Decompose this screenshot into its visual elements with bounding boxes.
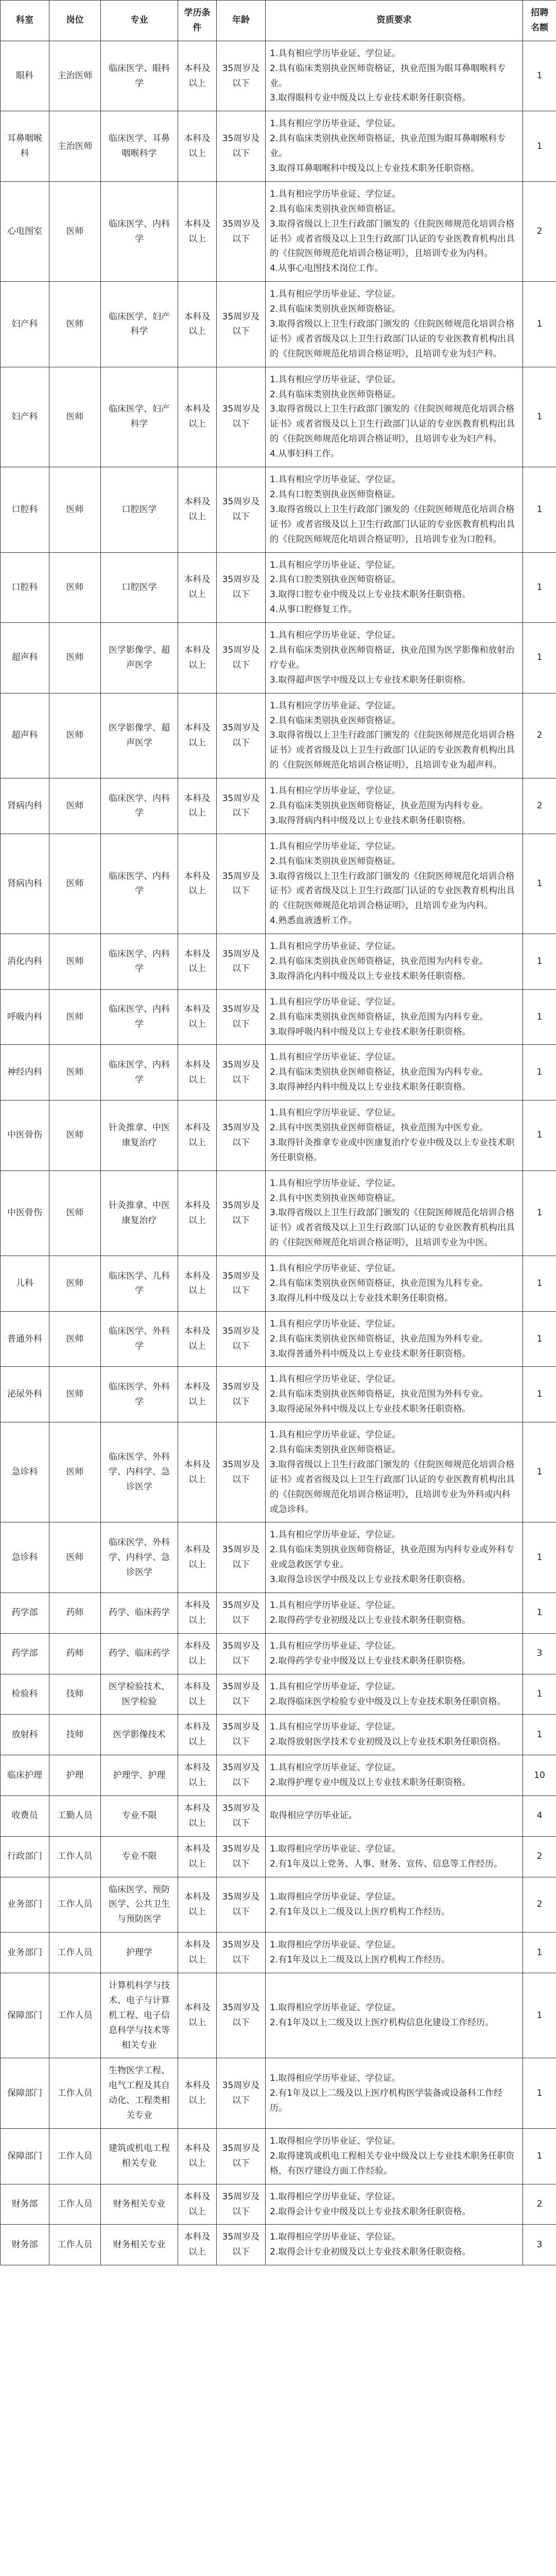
cell-major: 临床医学、内科学 xyxy=(101,778,178,834)
cell-num: 1 xyxy=(523,1171,556,1256)
cell-dept: 妇产科 xyxy=(1,367,49,467)
cell-dept: 收费员 xyxy=(1,1795,49,1836)
cell-post: 医师 xyxy=(49,989,101,1045)
cell-age: 35周岁及以下 xyxy=(217,1755,266,1796)
cell-req: 1.具有相应学历毕业证、学位证。 2.具有临床类别执业医师资格证。 3.取得省级以上卫生行政部门颁发的《住院医师规范化培训合格证书》或者省级及以上卫生行政部门认证的专业医教育机构出具的《住院医师规范化培训合格证明》，且培训专业为内科。 4.熟悉血液透析工作。 xyxy=(266,834,523,934)
cell-dept: 儿科 xyxy=(1,1256,49,1312)
cell-post: 医师 xyxy=(49,1522,101,1593)
cell-major: 口腔医学 xyxy=(101,552,178,623)
cell-req: 1.具有相应学历毕业证、学位证。 2.具有临床类别执业医师资格证，执业范围为内科专业。 3.取得消化内科中级及以上专业技术职务任职资格。 xyxy=(266,934,523,990)
cell-post: 医师 xyxy=(49,1311,101,1367)
cell-req: 1.具有相应学历毕业证、学位证。 2.具有临床类别执业医师资格证，执业范围为医学影像和放射治疗专业。 3.取得超声医学中级及以上专业技术职务任职资格。 xyxy=(266,623,523,693)
cell-age: 35周岁及以下 xyxy=(217,1171,266,1256)
table-row xyxy=(1,367,556,467)
table-row xyxy=(1,111,556,182)
cell-major: 临床医学、内科学 xyxy=(101,989,178,1045)
cell-edu: 本科及以上 xyxy=(178,623,217,693)
table-row xyxy=(1,1367,556,1422)
cell-num: 3 xyxy=(523,2225,556,2265)
cell-edu: 本科及以上 xyxy=(178,693,217,778)
table-row xyxy=(1,2184,556,2225)
cell-num: 1 xyxy=(523,1422,556,1522)
cell-num: 1 xyxy=(523,111,556,182)
cell-num: 1 xyxy=(523,1973,556,2058)
table-row xyxy=(1,1633,556,1674)
cell-num: 1 xyxy=(523,1256,556,1312)
cell-age: 35周岁及以下 xyxy=(217,1311,266,1367)
cell-age: 35周岁及以下 xyxy=(217,1422,266,1522)
table-row xyxy=(1,693,556,778)
cell-num: 2 xyxy=(523,693,556,778)
cell-post: 护理 xyxy=(49,1755,101,1796)
cell-req: 1.取得相应学历毕业证、学位证。 2.取得建筑或机电工程相关专业中级及以上专业技术职务任职资格，有医疗建设方面工作经验。 xyxy=(266,2128,523,2184)
cell-age: 35周岁及以下 xyxy=(217,111,266,182)
cell-dept: 口腔科 xyxy=(1,467,49,552)
cell-req: 1.取得相应学历毕业证、学位证。 2.有1年及以上党务、人事、财务、宣传、信息等工作经历。 xyxy=(266,1836,523,1877)
cell-num: 1 xyxy=(523,467,556,552)
cell-edu: 本科及以上 xyxy=(178,552,217,623)
cell-age: 35周岁及以下 xyxy=(217,778,266,834)
cell-age: 35周岁及以下 xyxy=(217,1715,266,1755)
cell-dept: 超声科 xyxy=(1,693,49,778)
cell-major: 临床医学、妇产科学 xyxy=(101,367,178,467)
cell-dept: 业务部门 xyxy=(1,1877,49,1933)
header-post: 岗位 xyxy=(49,1,101,41)
cell-num: 1 xyxy=(523,552,556,623)
table-row xyxy=(1,1422,556,1522)
table-row xyxy=(1,1045,556,1100)
cell-num: 1 xyxy=(523,1045,556,1100)
cell-edu: 本科及以上 xyxy=(178,1973,217,2058)
cell-req: 1.具有相应学历毕业证、学位证。 2.具有临床类别执业医师资格证，执业范围为内科专业。 3.取得肾病内科中级及以上专业技术职务任职资格。 xyxy=(266,778,523,834)
cell-age: 35周岁及以下 xyxy=(217,367,266,467)
cell-major: 临床医学、内科学 xyxy=(101,934,178,990)
cell-num: 3 xyxy=(523,1633,556,1674)
cell-major: 护理学 xyxy=(101,1933,178,1973)
cell-post: 医师 xyxy=(49,693,101,778)
cell-major: 专业不限 xyxy=(101,1795,178,1836)
cell-major: 临床医学、眼科学 xyxy=(101,41,178,111)
cell-edu: 本科及以上 xyxy=(178,367,217,467)
cell-major: 临床医学、耳鼻咽喉科学 xyxy=(101,111,178,182)
cell-req: 1.具有相应学历毕业证、学位证。 2.取得药学专业中级及以上专业技术职务任职资格。 xyxy=(266,1633,523,1674)
cell-num: 2 xyxy=(523,1836,556,1877)
cell-num: 2 xyxy=(523,1877,556,1933)
cell-dept: 临床护理 xyxy=(1,1755,49,1796)
cell-age: 35周岁及以下 xyxy=(217,2225,266,2265)
cell-post: 医师 xyxy=(49,834,101,934)
cell-age: 35周岁及以下 xyxy=(217,1522,266,1593)
cell-edu: 本科及以上 xyxy=(178,1045,217,1100)
cell-req: 1.具有相应学历毕业证、学位证。 2.具有中医类别执业医师资格证。 3.取得省级以上卫生行政部门颁发的《住院医师规范化培训合格证书》或者省级及以上卫生行政部门认证的专业医教育机构出具的《住院医师规范化培训合格证明》，且培训专业为中医。 xyxy=(266,1171,523,1256)
cell-age: 35周岁及以下 xyxy=(217,2128,266,2184)
cell-edu: 本科及以上 xyxy=(178,1715,217,1755)
cell-post: 医师 xyxy=(49,1171,101,1256)
cell-dept: 财务部 xyxy=(1,2184,49,2225)
cell-post: 主治医师 xyxy=(49,41,101,111)
cell-edu: 本科及以上 xyxy=(178,1256,217,1312)
cell-age: 35周岁及以下 xyxy=(217,1367,266,1422)
cell-edu: 本科及以上 xyxy=(178,1311,217,1367)
cell-major: 医学检验技术、医学检验 xyxy=(101,1674,178,1715)
cell-major: 临床医学、外科学 xyxy=(101,1311,178,1367)
table-row xyxy=(1,1795,556,1836)
cell-age: 35周岁及以下 xyxy=(217,693,266,778)
cell-req: 1.具有相应学历毕业证、学位证。 2.具有临床类别执业医师资格证。 3.取得省级以上卫生行政部门颁发的《住院医师规范化培训合格证书》或者省级及以上卫生行政部门认证的专业医教育机构出具的《住院医师规范化培训合格证明》，且培训专业为妇产科。 4.从事妇科工作。 xyxy=(266,367,523,467)
cell-req: 1.具有相应学历毕业证、学位证。 2.具有临床类别执业医师资格证，执业范围为内科专业或外科专业或急救医学专业。 3.取得急诊医学中级及以上专业技术职务任职资格。 xyxy=(266,1522,523,1593)
cell-edu: 本科及以上 xyxy=(178,467,217,552)
cell-major: 护理学、护理 xyxy=(101,1755,178,1796)
cell-req: 1.具有相应学历毕业证、学位证。 2.取得放射医学技术专业初级及以上专业技术职务任职资格。 xyxy=(266,1715,523,1755)
cell-req: 1.具有相应学历毕业证、学位证。 2.具有临床类别执业医师资格证，执业范围为眼耳鼻咽喉科专业。 3.取得眼科专业中级及以上专业技术职务任职资格。 xyxy=(266,41,523,111)
cell-post: 工作人员 xyxy=(49,1933,101,1973)
cell-req: 1.取得相应学历毕业证、学位证。 2.有1年及以上二级及以上医疗机构工作经历。 xyxy=(266,1933,523,1973)
cell-age: 35周岁及以下 xyxy=(217,552,266,623)
cell-post: 医师 xyxy=(49,1100,101,1171)
cell-edu: 本科及以上 xyxy=(178,2184,217,2225)
cell-major: 医学影像学、超声医学 xyxy=(101,693,178,778)
header-major: 专业 xyxy=(101,1,178,41)
cell-dept: 检验科 xyxy=(1,1674,49,1715)
cell-dept: 保障部门 xyxy=(1,1973,49,2058)
cell-req: 1.具有相应学历毕业证、学位证。 2.具有临床类别执业医师资格证。 3.取得省级以上卫生行政部门颁发的《住院医师规范化培训合格证书》或者省级及以上卫生行政部门认证的专业医教育机构出具的《住院医师规范化培训合格证明》，且培训专业为内科。 4.从事心电图技术岗位工作。 xyxy=(266,181,523,281)
cell-edu: 本科及以上 xyxy=(178,2058,217,2129)
cell-major: 临床医学、内科学 xyxy=(101,834,178,934)
cell-edu: 本科及以上 xyxy=(178,1933,217,1973)
cell-dept: 普通外科 xyxy=(1,1311,49,1367)
cell-post: 工作人员 xyxy=(49,1877,101,1933)
cell-major: 专业不限 xyxy=(101,1836,178,1877)
cell-post: 药师 xyxy=(49,1633,101,1674)
cell-edu: 本科及以上 xyxy=(178,778,217,834)
table-row xyxy=(1,834,556,934)
table-row xyxy=(1,552,556,623)
table-row xyxy=(1,989,556,1045)
cell-num: 1 xyxy=(523,1593,556,1634)
cell-num: 1 xyxy=(523,989,556,1045)
cell-num: 1 xyxy=(523,1367,556,1422)
cell-major: 财务相关专业 xyxy=(101,2184,178,2225)
cell-num: 4 xyxy=(523,1795,556,1836)
cell-dept: 财务部 xyxy=(1,2225,49,2265)
cell-edu: 本科及以上 xyxy=(178,2128,217,2184)
cell-major: 临床医学、外科学、内科学、急诊医学 xyxy=(101,1522,178,1593)
cell-age: 35周岁及以下 xyxy=(217,467,266,552)
cell-dept: 药学部 xyxy=(1,1633,49,1674)
cell-dept: 放射科 xyxy=(1,1715,49,1755)
cell-dept: 消化内科 xyxy=(1,934,49,990)
cell-age: 35周岁及以下 xyxy=(217,1795,266,1836)
cell-major: 临床医学、内科学 xyxy=(101,1045,178,1100)
cell-num: 1 xyxy=(523,2058,556,2129)
cell-age: 35周岁及以下 xyxy=(217,1674,266,1715)
cell-age: 35周岁及以下 xyxy=(217,2184,266,2225)
cell-major: 建筑或机电工程相关专业 xyxy=(101,2128,178,2184)
cell-dept: 业务部门 xyxy=(1,1933,49,1973)
cell-req: 1.具有相应学历毕业证、学位证。 2.具有临床类别执业医师资格证，执业范围为儿科专业。 3.取得儿科中级及以上专业技术职务任职资格。 xyxy=(266,1256,523,1312)
table-row xyxy=(1,2225,556,2265)
cell-req: 1.具有相应学历毕业证、学位证。 2.取得护理专业中级及以上专业技术职务任职资格。 xyxy=(266,1755,523,1796)
cell-major: 临床医学、外科学、内科学、急诊医学 xyxy=(101,1422,178,1522)
cell-post: 医师 xyxy=(49,367,101,467)
cell-num: 2 xyxy=(523,778,556,834)
cell-req: 1.具有相应学历毕业证、学位证。 2.取得临床医学检验专业中级及以上专业技术职务任职资格。 xyxy=(266,1674,523,1715)
table-row xyxy=(1,1100,556,1171)
cell-age: 35周岁及以下 xyxy=(217,1593,266,1634)
cell-dept: 心电图室 xyxy=(1,181,49,281)
cell-num: 1 xyxy=(523,1522,556,1593)
cell-post: 医师 xyxy=(49,934,101,990)
cell-dept: 泌尿外科 xyxy=(1,1367,49,1422)
cell-num: 1 xyxy=(523,2128,556,2184)
cell-major: 药学、临床药学 xyxy=(101,1633,178,1674)
table-row xyxy=(1,1311,556,1367)
cell-major: 临床医学、内科学 xyxy=(101,181,178,281)
cell-dept: 口腔科 xyxy=(1,552,49,623)
cell-major: 口腔医学 xyxy=(101,467,178,552)
table-row xyxy=(1,623,556,693)
cell-num: 1 xyxy=(523,1674,556,1715)
cell-dept: 药学部 xyxy=(1,1593,49,1634)
cell-edu: 本科及以上 xyxy=(178,1593,217,1634)
cell-edu: 本科及以上 xyxy=(178,834,217,934)
table-row xyxy=(1,934,556,990)
cell-req: 1.取得相应学历毕业证、学位证。 2.取得会计专业初级及以上专业技术职务任职资格。 xyxy=(266,2225,523,2265)
cell-req: 1.取得相应学历毕业证、学位证。 2.有1年及以上二级及以上医疗机构医学装备或设备科工作经历。 xyxy=(266,2058,523,2129)
cell-dept: 呼吸内科 xyxy=(1,989,49,1045)
cell-age: 35周岁及以下 xyxy=(217,1045,266,1100)
table-row xyxy=(1,1836,556,1877)
cell-major: 临床医学、妇产科学 xyxy=(101,282,178,367)
table-row xyxy=(1,181,556,281)
table-row xyxy=(1,1674,556,1715)
header-age: 年龄 xyxy=(217,1,266,41)
cell-edu: 本科及以上 xyxy=(178,934,217,990)
cell-edu: 本科及以上 xyxy=(178,282,217,367)
cell-num: 2 xyxy=(523,181,556,281)
table-row xyxy=(1,41,556,111)
cell-age: 35周岁及以下 xyxy=(217,1973,266,2058)
table-row xyxy=(1,1593,556,1634)
cell-num: 1 xyxy=(523,834,556,934)
cell-req: 1.取得相应学历毕业证、学位证。 2.有1年及以上二级及以上医疗机构工作经历。 xyxy=(266,1877,523,1933)
cell-age: 35周岁及以下 xyxy=(217,1933,266,1973)
table-row xyxy=(1,1973,556,2058)
cell-dept: 急诊科 xyxy=(1,1522,49,1593)
cell-edu: 本科及以上 xyxy=(178,1674,217,1715)
cell-dept: 中医骨伤 xyxy=(1,1100,49,1171)
cell-post: 医师 xyxy=(49,1422,101,1522)
cell-post: 工作人员 xyxy=(49,1836,101,1877)
cell-edu: 本科及以上 xyxy=(178,989,217,1045)
table-row xyxy=(1,2128,556,2184)
cell-major: 临床医学、外科学 xyxy=(101,1367,178,1422)
cell-post: 工作人员 xyxy=(49,2225,101,2265)
cell-major: 医学影像学、超声医学 xyxy=(101,623,178,693)
cell-major: 财务相关专业 xyxy=(101,2225,178,2265)
cell-num: 1 xyxy=(523,1311,556,1367)
cell-edu: 本科及以上 xyxy=(178,1755,217,1796)
header-edu: 学历条件 xyxy=(178,1,217,41)
cell-edu: 本科及以上 xyxy=(178,2225,217,2265)
cell-post: 医师 xyxy=(49,1045,101,1100)
cell-req: 1.取得相应学历毕业证、学位证。 2.取得会计专业中级及以上专业技术职务任职资格。 xyxy=(266,2184,523,2225)
cell-num: 10 xyxy=(523,1755,556,1796)
cell-edu: 本科及以上 xyxy=(178,1367,217,1422)
cell-num: 1 xyxy=(523,282,556,367)
cell-req: 1.具有相应学历毕业证、学位证。 2.具有临床类别执业医师资格证，执业范围为外科专业。 3.取得普通外科中级及以上专业技术职务任职资格。 xyxy=(266,1311,523,1367)
cell-num: 1 xyxy=(523,1100,556,1171)
table-row xyxy=(1,778,556,834)
cell-req: 1.具有相应学历毕业证、学位证。 2.具有中医类别执业医师资格证，执业范围为中医专业。 3.取得针灸推拿专业或中医康复治疗专业中级及以上专业技术职务任职资格。 xyxy=(266,1100,523,1171)
cell-req: 1.具有相应学历毕业证、学位证。 2.具有临床类别执业医师资格证，执业范围为内科专业。 3.取得呼吸内科中级及以上专业技术职务任职资格。 xyxy=(266,989,523,1045)
cell-age: 35周岁及以下 xyxy=(217,834,266,934)
cell-post: 药师 xyxy=(49,1593,101,1634)
cell-age: 35周岁及以下 xyxy=(217,934,266,990)
cell-req: 1.具有相应学历毕业证、学位证。 2.具有临床类别执业医师资格证，执业范围为眼耳鼻咽喉科专业。 3.取得耳鼻咽喉科中级及以上专业技术职务任职资格。 xyxy=(266,111,523,182)
cell-post: 工作人员 xyxy=(49,2128,101,2184)
cell-age: 35周岁及以下 xyxy=(217,1100,266,1171)
cell-dept: 超声科 xyxy=(1,623,49,693)
cell-major: 临床医学、预防医学、公共卫生与预防医学 xyxy=(101,1877,178,1933)
cell-req: 1.具有相应学历毕业证、学位证。 2.具有临床类别执业医师资格证。 3.取得省级以上卫生行政部门颁发的《住院医师规范化培训合格证书》或者省级及以上卫生行政部门认证的专业医教育机构出具的《住院医师规范化培训合格证明》，且培训专业为妇产科。 xyxy=(266,282,523,367)
table-row xyxy=(1,1171,556,1256)
cell-num: 1 xyxy=(523,41,556,111)
cell-age: 35周岁及以下 xyxy=(217,1877,266,1933)
cell-major: 计算机科学与技术、电子与计算机工程、电子信息科学与技术等相关专业 xyxy=(101,1973,178,2058)
cell-major: 生物医学工程、电气工程及其自动化、工程类相关专业 xyxy=(101,2058,178,2129)
cell-req: 1.具有相应学历毕业证、学位证。 2.具有口腔类别执业医师资格证。 3.取得口腔专业中级及以上专业技术职务任职资格。 4.从事口腔修复工作。 xyxy=(266,552,523,623)
cell-post: 工勤人员 xyxy=(49,1795,101,1836)
cell-req: 1.具有相应学历毕业证、学位证。 2.具有口腔类别执业医师资格证。 3.取得省级以上卫生行政部门颁发的《住院医师规范化培训合格证书》或者省级及以上卫生行政部门认证的专业医教育机构出具的《住院医师规范化培训合格证明》，且培训专业为口腔科。 xyxy=(266,467,523,552)
cell-post: 工作人员 xyxy=(49,2058,101,2129)
table-row xyxy=(1,1933,556,1973)
cell-post: 主治医师 xyxy=(49,111,101,182)
cell-edu: 本科及以上 xyxy=(178,181,217,281)
cell-req: 1.具有相应学历毕业证、学位证。 2.取得药学专业初级及以上专业技术职务任职资格。 xyxy=(266,1593,523,1634)
cell-req: 1.具有相应学历毕业证、学位证。 2.具有临床类别执业医师资格证，执业范围为外科专业。 3.取得泌尿外科中级及以上专业技术职务任职资格。 xyxy=(266,1367,523,1422)
cell-post: 医师 xyxy=(49,1256,101,1312)
header-dept: 科室 xyxy=(1,1,49,41)
cell-age: 35周岁及以下 xyxy=(217,181,266,281)
cell-num: 1 xyxy=(523,934,556,990)
table-row xyxy=(1,1755,556,1796)
cell-dept: 肾病内科 xyxy=(1,778,49,834)
table-row xyxy=(1,1877,556,1933)
cell-post: 工作人员 xyxy=(49,2184,101,2225)
cell-age: 35周岁及以下 xyxy=(217,282,266,367)
cell-age: 35周岁及以下 xyxy=(217,2058,266,2129)
cell-dept: 保障部门 xyxy=(1,2058,49,2129)
cell-num: 1 xyxy=(523,623,556,693)
cell-dept: 神经内科 xyxy=(1,1045,49,1100)
cell-edu: 本科及以上 xyxy=(178,41,217,111)
cell-major: 针灸推拿、中医康复治疗 xyxy=(101,1171,178,1256)
cell-edu: 本科及以上 xyxy=(178,1422,217,1522)
cell-major: 医学影像技术 xyxy=(101,1715,178,1755)
cell-dept: 肾病内科 xyxy=(1,834,49,934)
cell-req: 1.取得相应学历毕业证、学位证。 2.有1年及以上二级及以上医疗机构信息化建设工作经历。 xyxy=(266,1973,523,2058)
cell-post: 技师 xyxy=(49,1715,101,1755)
cell-post: 医师 xyxy=(49,1367,101,1422)
table-header-row xyxy=(1,1,556,41)
cell-age: 35周岁及以下 xyxy=(217,1633,266,1674)
cell-major: 针灸推拿、中医康复治疗 xyxy=(101,1100,178,1171)
table-row xyxy=(1,1522,556,1593)
cell-req: 1.具有相应学历毕业证、学位证。 2.具有临床类别执业医师资格证。 3.取得省级以上卫生行政部门颁发的《住院医师规范化培训合格证书》或者省级及以上卫生行政部门认证的专业医教育机构出具的《住院医师规范化培训合格证明》，且培训专业为外科或内科或急诊科。 xyxy=(266,1422,523,1522)
cell-edu: 本科及以上 xyxy=(178,1633,217,1674)
cell-age: 35周岁及以下 xyxy=(217,1836,266,1877)
table-row xyxy=(1,2058,556,2129)
cell-dept: 眼科 xyxy=(1,41,49,111)
table-body xyxy=(1,41,556,2265)
cell-num: 2 xyxy=(523,2184,556,2225)
cell-edu: 本科及以上 xyxy=(178,1100,217,1171)
cell-post: 医师 xyxy=(49,467,101,552)
cell-dept: 保障部门 xyxy=(1,2128,49,2184)
cell-num: 1 xyxy=(523,1715,556,1755)
cell-req: 取得相应学历毕业证。 xyxy=(266,1795,523,1836)
table-row xyxy=(1,467,556,552)
cell-post: 医师 xyxy=(49,181,101,281)
table-row xyxy=(1,282,556,367)
cell-dept: 急诊科 xyxy=(1,1422,49,1522)
header-req: 资质要求 xyxy=(266,1,523,41)
table-row xyxy=(1,1256,556,1312)
header-num: 招聘名额 xyxy=(523,1,556,41)
cell-major: 临床医学、儿科学 xyxy=(101,1256,178,1312)
table-row xyxy=(1,1715,556,1755)
cell-post: 医师 xyxy=(49,552,101,623)
cell-age: 35周岁及以下 xyxy=(217,41,266,111)
cell-dept: 行政部门 xyxy=(1,1836,49,1877)
cell-age: 35周岁及以下 xyxy=(217,1256,266,1312)
cell-post: 医师 xyxy=(49,778,101,834)
cell-dept: 中医骨伤 xyxy=(1,1171,49,1256)
cell-edu: 本科及以上 xyxy=(178,1836,217,1877)
cell-age: 35周岁及以下 xyxy=(217,989,266,1045)
cell-post: 技师 xyxy=(49,1674,101,1715)
cell-age: 35周岁及以下 xyxy=(217,623,266,693)
cell-post: 医师 xyxy=(49,623,101,693)
cell-post: 工作人员 xyxy=(49,1973,101,2058)
cell-req: 1.具有相应学历毕业证、学位证。 2.具有临床类别执业医师资格证。 3.取得省级以上卫生行政部门颁发的《住院医师规范化培训合格证书》或者省级及以上卫生行政部门认证的专业医教育机构出具的《住院医师规范化培训合格证明》，且培训专业为超声科。 xyxy=(266,693,523,778)
cell-dept: 耳鼻咽喉科 xyxy=(1,111,49,182)
cell-edu: 本科及以上 xyxy=(178,1522,217,1593)
cell-edu: 本科及以上 xyxy=(178,1877,217,1933)
cell-dept: 妇产科 xyxy=(1,282,49,367)
cell-num: 1 xyxy=(523,1933,556,1973)
cell-major: 药学、临床药学 xyxy=(101,1593,178,1634)
cell-edu: 本科及以上 xyxy=(178,1171,217,1256)
cell-post: 医师 xyxy=(49,282,101,367)
cell-num: 1 xyxy=(523,367,556,467)
cell-edu: 本科及以上 xyxy=(178,1795,217,1836)
cell-edu: 本科及以上 xyxy=(178,111,217,182)
cell-req: 1.具有相应学历毕业证、学位证。 2.具有临床类别执业医师资格证，执业范围为内科专业。 3.取得神经内科中级及以上专业技术职务任职资格。 xyxy=(266,1045,523,1100)
